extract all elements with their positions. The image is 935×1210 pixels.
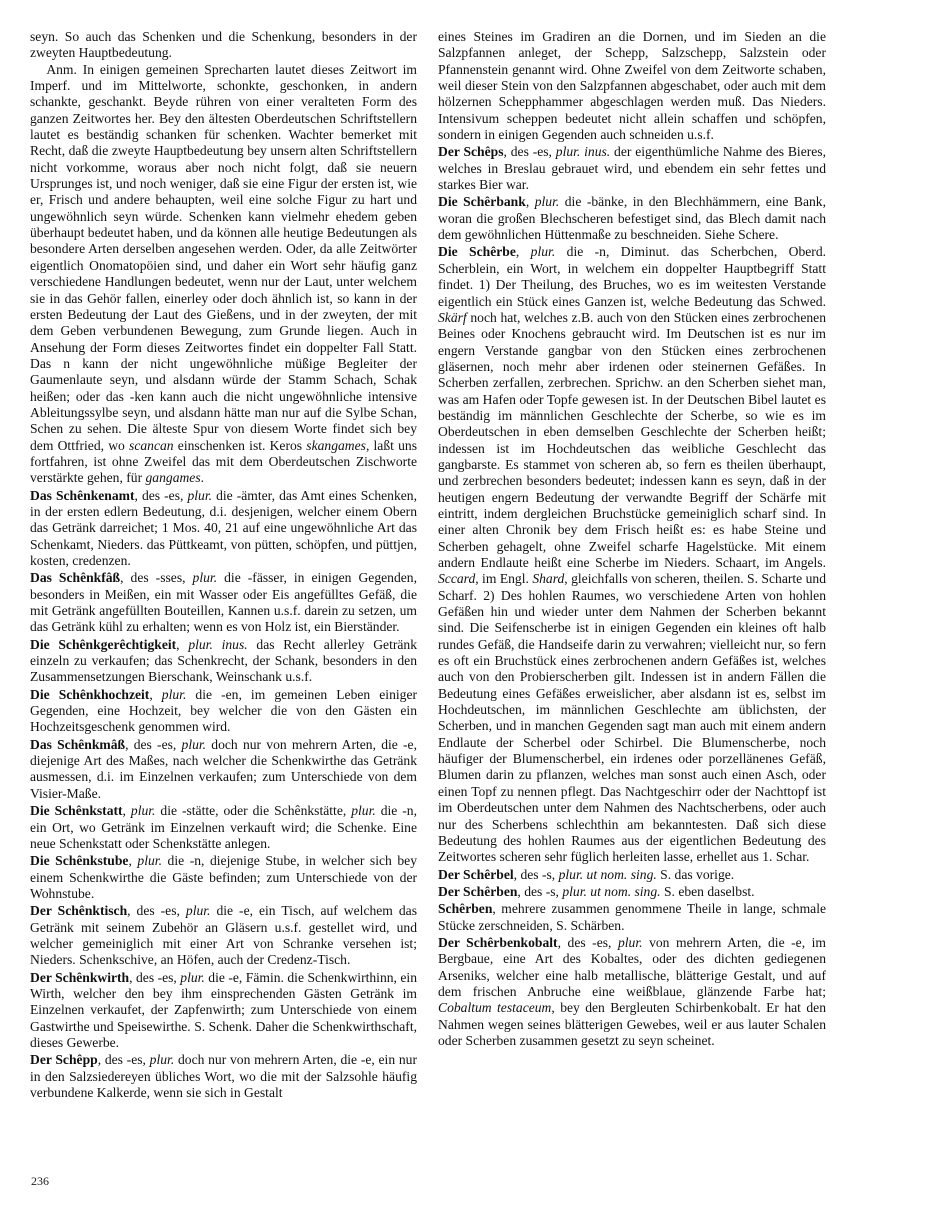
dictionary-entry bbox=[438, 867, 826, 883]
entry-text: die -stätte, oder die Schênkstätte, bbox=[155, 803, 352, 819]
entry-text: der eigenthümliche Nahme des Bieres, welches in Breslau gebrauet wird, und ebendem ein sehr fettes und starkes Bier war. bbox=[438, 144, 826, 193]
entry-text: , laßt uns fortfahren, ist ohne Zweifel das mit dem Oberdeutschen Zischworte verstärkte gehen, für bbox=[30, 437, 417, 486]
entry-text: , bbox=[176, 636, 189, 652]
entry-headword: Der Schêps bbox=[438, 144, 504, 160]
entry-headword: Das Schênkenamt bbox=[30, 487, 135, 503]
entry-text: , im Engl. bbox=[475, 571, 533, 587]
dictionary-entry bbox=[30, 903, 417, 968]
italic-term: plur. ut nom. sing. bbox=[558, 866, 657, 882]
entry-headword: Der Schêpp bbox=[30, 1052, 98, 1068]
italic-term: plur. inus. bbox=[188, 636, 248, 652]
entry-text: , des -es, bbox=[97, 1052, 150, 1068]
entry-text: , bbox=[525, 194, 535, 210]
entry-text: die -en, im gemeinen Leben einiger Gegenden, eine Hochzeit, bey welcher die von den Gästen ein Hochzeitsgeschenk genommen wird. bbox=[30, 686, 418, 735]
entry-text: , des -s, bbox=[517, 883, 563, 899]
entry-headword: Das Schênkmâß bbox=[30, 736, 126, 752]
entry-text: , des -es, bbox=[125, 736, 182, 752]
entry-text: die -ämter, das Amt eines Schenken, in der ersten edlern Bedeutung, d.i. desjenigen, welcher einem Obern das Getränk darreichet; 1 Mos. 40, 21 auf eine ungewöhnliche Art das Schenkamt, Nieders. das Püttkeamt, von pütten, schöpfen, und püttjen, kosten, credenzen. bbox=[30, 487, 417, 568]
entry-text: einschenken ist. Keros bbox=[173, 437, 307, 453]
italic-term: plur. bbox=[187, 487, 213, 503]
entry-text: , mehrere zusammen genommene Theile in lange, schmale Stücke zerschneiden, S. Schärben. bbox=[438, 901, 826, 933]
entry-text: , des -es, bbox=[557, 934, 618, 950]
dictionary-entry bbox=[30, 488, 417, 570]
entry-headword: Die Schêrbe bbox=[438, 244, 516, 260]
dictionary-entry bbox=[30, 737, 417, 802]
dictionary-entry bbox=[438, 935, 826, 1049]
entry-text: , bey den Bergleuten Schirbenkobalt. Er hat den Nahmen wegen seines blätterigen Gewebes, weil er aus lauter Schalen oder Scherben zusammen gesetzt zu seyn scheinet. bbox=[438, 1000, 826, 1048]
entry-text: , bbox=[515, 244, 531, 260]
continued-text bbox=[438, 29, 826, 143]
entry-text: die -e, ein Tisch, auf welchem das Getränk mit seinem Zubehör an Gläsern u.s.f. gestellet wird, und welcher gemeiniglich mit einer Art von Schranke versehen ist; Nieders. Schenkschive, an Höfen, auch der Credenz-Tisch. bbox=[30, 903, 417, 968]
entry-headword: Der Schênkwirth bbox=[30, 969, 130, 985]
entry-text: S. eben daselbst. bbox=[660, 883, 755, 899]
entry-headword: Das Schênkfâß bbox=[30, 570, 121, 586]
italic-term: plur. bbox=[351, 803, 376, 819]
entry-text: , des -es, bbox=[127, 903, 186, 919]
italic-term: scancan bbox=[129, 437, 174, 453]
entry-headword: Die Schênkstube bbox=[30, 853, 129, 869]
entry-text: die -fässer, in einigen Gegenden, besonders in Meißen, ein mit Wasser oder Eis angefülltes Gefäß, die mit Getränk angefüllten Bouteillen, Kannen u.s.f. darein zu setzen, um das Getränk kühl zu erhalten; wenn es von Holz ist, ein Bierständer. bbox=[30, 570, 417, 635]
entry-text: doch nur von mehrern Arten, die -e, ein nur in den Salzsiedereyen übliches Wort, wo die mit der Salzsohle häufig verbundene Kalkerde, wenn sie sich in Gestalt bbox=[30, 1052, 417, 1100]
italic-term: plur. ut nom. sing. bbox=[562, 883, 661, 899]
entry-text: noch hat, welches z.B. auch von den Stücken eines zerbrochenen Beines oder Knochens gebraucht wird. Im Deutschen ist es nur im engern Verstande gangbar von den Stücken eines zerbrochenen gläsernen, noch mehr aber irdenen oder steinernen Gefäßes. In Scherben zerfallen, zerbrechen. Sprichw. an den Scherben siehet man, was am Hafen oder Topfe gewesen ist. In der Deutschen Bibel lautet es beständig im männlichen Geschlechte der Scherbe, so wie es im Oberdeutschen in eben demselben Geschlechte der Scherben heißt; indessen ist im Hochdeutschen das weibliche Geschlecht das gangbarste. Es stammet von scheren ab, so fern es theilen überhaupt, und zerbrechen besonders bedeutet; indessen kann es seyn, daß in der heutigen engern Bedeutung der verwandte Begriff der Schärfe mit eintritt, indem dergleichen Bruchstücke gemeiniglich scharf sind. In einer alten Chronik bey dem Frisch heißt es: es habe Steine und Scherben gehagelt, ohne Zweifel scharfe Hagelstücke. Mit einem andern Endlaute heißt eine Scherbe im Nieders. Schaart, im Angels. bbox=[438, 309, 826, 570]
italic-term: plur. bbox=[185, 903, 211, 919]
entry-text: die -n, diejenige Stube, in welcher sich bey einem Schenkwirthe die Gäste befinden; zum Unterschiede von der Wohnstube. bbox=[30, 853, 418, 901]
page-number: 236 bbox=[31, 1174, 49, 1188]
dictionary-entry bbox=[30, 637, 417, 686]
annotation-paragraph bbox=[30, 62, 417, 487]
entry-text: , bbox=[149, 686, 162, 702]
entry-headword: Die Schênkhochzeit bbox=[30, 686, 150, 702]
entry-text: Anm. In einigen gemeinen Sprecharten lautet dieses Zeitwort im Imperf. und im Mittelworte, schonkte, geschonken, in andern schankte, geschankt. Beyde rühren von einer veralteten Form des ganzen Zeitwortes her. Bey den ältesten Oberdeutschen Schriftstellern lautet es beständig schanken für schenken. Wachter bemerket mit Recht, daß die zweyte Hauptbedeutung bey unsern alten Schriftstellern nicht vorkomme, woraus aber noch nicht folgt, daß sie neuern Ursprunges ist, und noch weniger, daß sie eine Figur der ersten ist, wie er, Frisch und andere behaupten, weil eine solche Figur zu hart und ungewöhnlich seyn würde. Schenken kann vielmehr ehedem geben überhaupt bedeutet haben, und da können alle heutige Bedeutungen als besondere Arten derselben angesehen werden. Oder, da alle Zeitwörter eigentlich Onomatopöien sind, und daher ein Wort sehr häufig ganz verschiedene Handlungen bedeutet, wenn nur der Laut, unter welchem sie in das Gehör fallen, einerley oder doch ähnlich ist, so kann in der ersten Bedeutung der Laut des Gießens, und in der zweyten, der mit dem Geben verbundenen Bewegung, zum Grunde liegen. Auch in Ansehung der Form dieses Zeitwortes findet ein doppelter Fall Statt. Das n kann der nicht ungewöhnliche müßige Begleiter der Gaumenlaute seyn, und alsdann würde der Stamm Schach, Schak heißen; oder das -ken kann auch die nicht ungewöhnliche intensive Ableitungssylbe seyn, und alsdann hätte man nur auf die Sylbe Schan, Schen zu sehen. Die älteste Spur von diesem Worte findet sich bey dem Ottfried, wo bbox=[30, 61, 417, 453]
entry-text: , des -es, bbox=[129, 969, 181, 985]
entry-text: von mehrern Arten, die -e, im Bergbaue, eine Art des Kobaltes, oder des dichten gediegenen Arseniks, welcher eine halb metallische, blätterige Gestalt, und auf dem frischen Anbruche eine weißblaue, glänzende Farbe hat; bbox=[438, 934, 826, 999]
italic-term: Cobaltum testaceum bbox=[438, 1000, 552, 1016]
dictionary-entry bbox=[30, 1052, 417, 1101]
dictionary-entry bbox=[30, 570, 417, 635]
dictionary-entry bbox=[30, 970, 417, 1052]
italic-term: plur. bbox=[149, 1052, 175, 1068]
italic-term: plur. bbox=[180, 969, 205, 985]
entry-headword: Der Schênktisch bbox=[30, 903, 128, 919]
entry-text: die -bänke, in den Blechhämmern, eine Bank, woran die großen Blechscheren befestiget sind, das Blech damit nach dem gewöhnlichen Hüttenmaße zu beschneiden. Siehe Schere. bbox=[438, 194, 827, 243]
italic-term: plur. bbox=[181, 736, 207, 752]
entry-headword: Die Schênkgerêchtigkeit bbox=[30, 636, 177, 652]
entry-text: , bbox=[128, 853, 138, 869]
entry-headword: Die Schêrbank bbox=[438, 194, 526, 210]
italic-term: plur. bbox=[534, 194, 560, 210]
dictionary-entry bbox=[30, 687, 417, 736]
italic-term: plur. bbox=[130, 803, 156, 819]
italic-term: Skärf bbox=[438, 309, 467, 325]
entry-text: die -n, ein Ort, wo Getränk im Einzelnen verkauft wird; die Schenke. Eine neue Schenkstatt oder Schenkstätte anlegen. bbox=[30, 803, 417, 851]
entry-headword: Der Schêrbenkobalt bbox=[438, 934, 558, 950]
right-column bbox=[438, 29, 826, 1049]
entry-headword: Der Schêrben bbox=[438, 883, 518, 899]
entry-text: . bbox=[200, 470, 205, 486]
entry-text: , des -s, bbox=[513, 866, 559, 882]
entry-headword: Schêrben bbox=[438, 901, 493, 917]
dictionary-entry bbox=[30, 853, 417, 902]
entry-text: , des -sses, bbox=[120, 570, 193, 586]
entry-headword: Der Schêrbel bbox=[438, 866, 514, 882]
continued-text bbox=[30, 29, 417, 62]
italic-term: plur. bbox=[530, 244, 556, 260]
entry-text: eines Steines im Gradiren an die Dornen, und im Sieden an die Salzpfannen anleget, der Schepp, Salzschepp, Salzstein oder Pfannenstein genannt wird. Ohne Zweifel von dem Zeitworte schaben, weil dieser Stein von den Salzpfannen abgeschabet, oder auch mit dem hölzernen Schepphammer abgeschlagen werden muß. Das Nieders. Intensivum scheppen bedeutet nicht allein schaffen und schöpfen, sondern in einigen Gegenden auch schneiden u.s.f. bbox=[438, 29, 826, 143]
italic-term: gangames bbox=[145, 470, 201, 486]
entry-text: seyn. So auch das Schenken und die Schenkung, besonders in der zweyten Hauptbedeutung. bbox=[30, 29, 417, 61]
entry-text: die -n, Diminut. das Scherbchen, Oberd. Scherblein, ein Wort, in welchem ein doppelter Hauptbegriff Statt findet. 1) Der Theilung, des Bruches, wo es im weitesten Verstande eigentlich ein Stück eines Ganzen ist, welche Bedeutung das Schwed. bbox=[438, 244, 827, 309]
dictionary-entry bbox=[438, 901, 826, 934]
italic-term: plur. bbox=[137, 853, 162, 869]
entry-text: , gleichfalls von scheren, theilen. S. Scharte und Scharf. 2) Des hohlen Raumes, wo verschiedene Arten von hohlen Gefäßen hin und wieder unter dem Nahmen der Scherben bekannt sind. Die Seifenscherbe ist in einigen Gegenden ein kleines oft halb rundes Gefäß, die Handseife darin zu verwahren; vielleicht nur, so fern es oft ein Bruchstück eines zerbrochenen andern Gefäßes ist, welches auch von den Probierscherben gilt. Indessen ist in andern Fällen die Bedeutung eines Gefäßes erweislicher, aber alsdann ist es, selbst im Hochdeutschen, im männlichen Geschlechte am üblichsten, der Scherben, und in manchen Gegenden sagt man auch mit einem andern Endlaute der Scherbel oder Schirbel. Die Blumenscherbe, noch häufiger der Blumenscherbel, ein irdenes oder porzellänenes Gefäß, Blumen darin zu pflanzen, welches man sonst auch einen Asch, oder einen Topf zu nennen pflegt. Das Nachtgeschirr oder der Nachttopf ist im Oberdeutschen unter dem Nahmen des Nachtscherbens, oder auch nur des Scherbens schlechthin am bekanntesten. Daß sich diese Bedeutung des hohlen Raumes aus der eigentlichen Bedeutung des Zeitwortes scheren sehr füglich herleiten lasse, erhellet aus 1. Schar. bbox=[438, 571, 826, 865]
dictionary-entry bbox=[438, 884, 826, 900]
italic-term: plur. bbox=[161, 686, 187, 702]
entry-text: doch nur von mehrern Arten, die -e, diejenige Art des Maßes, nach welcher die Schenkwirthe das Getränk ausmessen, d.i. im Einzelnen verkaufen; zum Unterschiede von dem Visier-Maße. bbox=[30, 736, 417, 801]
italic-term: plur. inus. bbox=[555, 144, 611, 160]
entry-text: die -e, Fämin. die Schenkwirthinn, ein Wirth, welcher den bey ihm einsprechenden Gästen Getränk im Einzelnen verkaufet, der Zapfenwirth; zum Unterschiede von einem Gastwirthe und Speisewirthe. S. Schenk. Daher die Schenkwirthschaft, dieses Gewerbe. bbox=[30, 969, 418, 1050]
entry-headword: Die Schênkstatt bbox=[30, 803, 123, 819]
dictionary-entry bbox=[438, 144, 826, 193]
entry-text: , des -es, bbox=[503, 144, 556, 160]
entry-text: das Recht allerley Getränk einzeln zu verkaufen; das Schenkrecht, der Schank, besonders in den Zusammensetzungen Bierschank, Weinschank u.s.f. bbox=[30, 636, 417, 685]
dictionary-entry bbox=[438, 194, 826, 243]
entry-text: , bbox=[122, 803, 131, 819]
italic-term: skangames bbox=[306, 437, 366, 453]
dictionary-entry bbox=[30, 803, 417, 852]
entry-text: , des -es, bbox=[134, 487, 188, 503]
italic-term: plur. bbox=[617, 934, 643, 950]
entry-text: S. das vorige. bbox=[656, 866, 735, 882]
dictionary-entry bbox=[438, 244, 826, 865]
italic-term: Sccard bbox=[438, 571, 476, 587]
left-column bbox=[30, 29, 417, 1101]
italic-term: Shard bbox=[532, 571, 565, 587]
italic-term: plur. bbox=[192, 570, 218, 586]
